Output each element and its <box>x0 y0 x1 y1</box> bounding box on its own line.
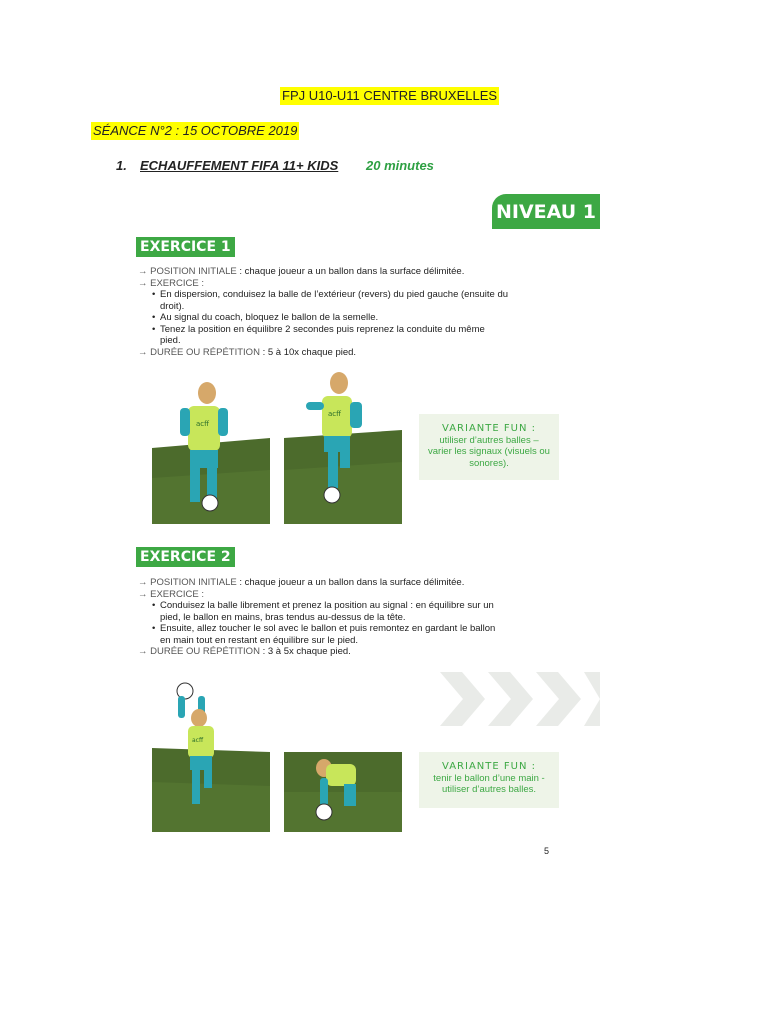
list-item: • Au signal du coach, bloquez le ballon de la semelle. <box>160 312 508 324</box>
exercise-1-badge: EXERCICE 1 <box>136 237 235 257</box>
exercise-1-variant <box>419 414 559 480</box>
exercise-1-description <box>138 266 508 358</box>
variant-text: tenir le ballon d’une main - utiliser d’autres balles. <box>433 772 545 795</box>
chevron-decoration-icon <box>440 672 600 727</box>
position-text: : chaque joueur a un ballon dans la surface délimitée. <box>236 266 465 277</box>
list-item: • Ensuite, allez toucher le sol avec le ballon et puis remontez en gardant le ballon en main tout en restant en équilibre sur le pied. <box>160 623 498 646</box>
section-title: ECHAUFFEMENT FIFA 11+ KIDS <box>140 158 339 173</box>
section-heading <box>116 158 434 174</box>
exercise-2-steps <box>138 600 498 646</box>
jersey-logo: acff <box>328 410 341 418</box>
jersey-logo: acff <box>196 420 209 428</box>
exercise-2-photo-b <box>284 752 402 832</box>
duration-label: → DURÉE OU RÉPÉTITION <box>138 346 260 358</box>
list-item: • En dispersion, conduisez la balle de l’extérieur (revers) du pied gauche (ensuite du droit). <box>160 289 508 312</box>
variant-title: VARIANTE FUN : <box>442 761 536 772</box>
position-text: : chaque joueur a un ballon dans la surface délimitée. <box>236 577 465 588</box>
duration-label: → DURÉE OU RÉPÉTITION <box>138 646 260 657</box>
section-duration: 20 minutes <box>366 158 434 173</box>
exercise-2-description <box>138 577 498 658</box>
position-label: → POSITION INITIALE <box>138 266 237 277</box>
list-item: • Tenez la position en équilibre 2 secondes puis reprenez la conduite du même pied. <box>160 324 508 347</box>
exercise-2-badge: EXERCICE 2 <box>136 547 235 567</box>
duration-text: : 5 à 10x chaque pied. <box>259 346 357 358</box>
variant-title: VARIANTE FUN : <box>442 423 536 434</box>
exercise-1-steps <box>138 289 508 347</box>
jersey-logo: acff <box>192 737 204 744</box>
position-label: → POSITION INITIALE <box>138 577 237 588</box>
page-number: 5 <box>544 846 550 856</box>
level-badge: NIVEAU 1 <box>492 194 600 229</box>
exercise-2-photo-a <box>152 682 270 832</box>
list-item: • Conduisez la balle librement et prenez la position au signal : en équilibre sur un pied, le ballon en mains, bras tendus au-dessus de la tête. <box>160 600 498 623</box>
duration-text: : 3 à 5x chaque pied. <box>259 646 351 657</box>
session-heading: SÉANCE N°2 : 15 OCTOBRE 2019 <box>93 123 298 138</box>
exercise-1-photo-b <box>284 370 402 524</box>
exercise-1-photo-a <box>152 378 270 524</box>
section-number: 1. <box>116 158 127 173</box>
document-title: FPJ U10-U11 CENTRE BRUXELLES <box>282 88 498 103</box>
exercise-label: → EXERCICE : <box>138 588 204 600</box>
variant-text: utiliser d’autres balles – varier les signaux (visuels ou sonores). <box>428 434 550 469</box>
exercise-label: → EXERCICE : <box>138 277 204 289</box>
exercise-2-variant <box>419 752 559 808</box>
